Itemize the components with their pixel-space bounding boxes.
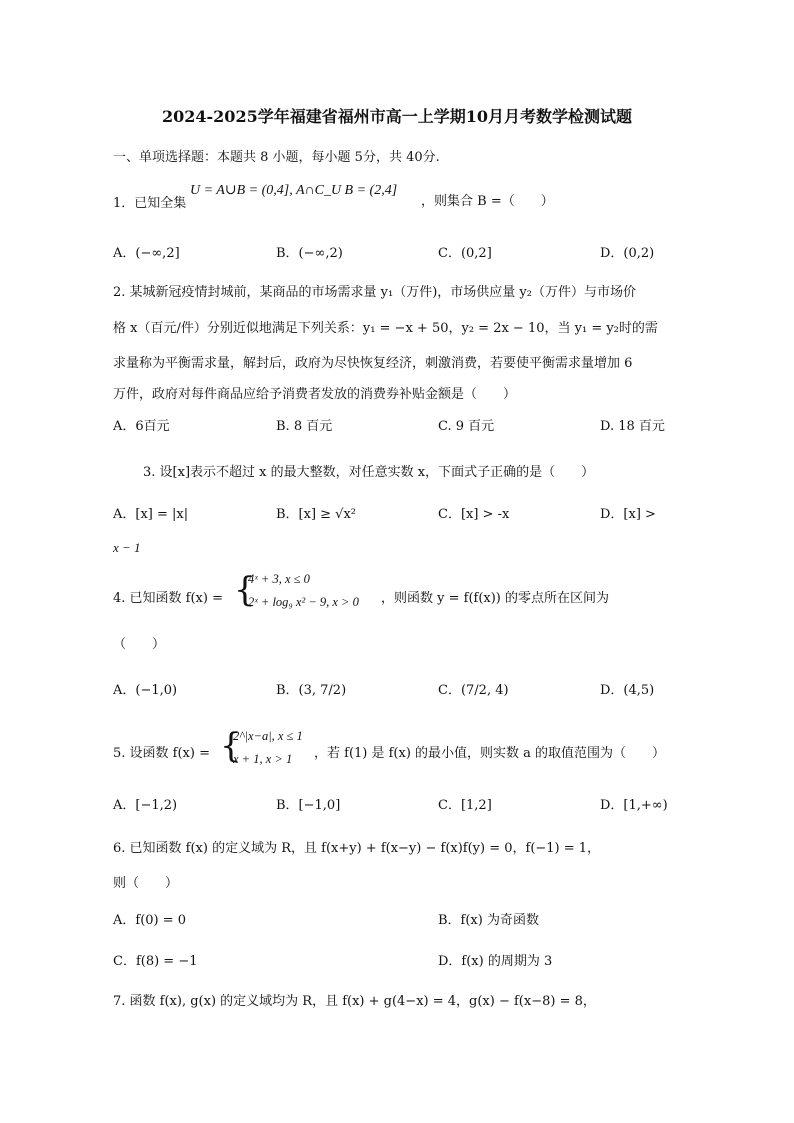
q5-lead: 5. 设函数 f(x) = [113,746,210,761]
q2-line-1: 2. 某城新冠疫情封城前，某商品的市场需求量 y₁（万件)，市场供应量 y₂（万件）与市场价 [113,285,636,300]
q5-case-1: 2^|x−a|, x ≤ 1 [233,729,303,743]
q4-case-2: 2ˣ + log₉ x² − 9, x > 0 [248,595,359,609]
q7-line-1: 7. 函数 f(x), g(x) 的定义域均为 R，且 f(x) + g(4−x) = 4，g(x) − f(x−8) = 8， [113,994,596,1009]
q1-option-a: A．(−∞,2] [113,246,180,261]
q6-line-2: 则（ ） [113,876,179,891]
q1-tail: ，则集合 B =（ ） [421,194,554,209]
q5-option-b: B．[−1,0] [276,798,341,813]
q4-paren: （ ） [113,637,166,652]
q6-option-c: C．f(8) = −1 [113,954,198,969]
q2-option-d: D. 18 百元 [600,419,665,434]
q1-option-b: B．(−∞,2) [276,246,343,261]
q3-option-b: B．[x] ≥ √x² [276,507,357,522]
q5-tail: ，若 f(1) 是 f(x) 的最小值，则实数 a 的取值范围为（ ） [314,746,666,761]
q6-option-b: B．f(x) 为奇函数 [438,913,539,928]
q1-number: 1．已知全集 [113,196,187,211]
q4-option-a: A．(−1,0) [113,683,178,698]
q2-line-3: 求量称为平衡需求量，解封后，政府为尽快恢复经济，刺激消费，若要使平衡需求量增加 6 [113,356,633,371]
q2-line-4: 万件，政府对每件商品应给予消费者发放的消费券补贴金额是（ ） [113,387,517,402]
q4-tail: ，则函数 y = f(f(x)) 的零点所在区间为 [381,591,610,606]
q5-case-2: x + 1, x > 1 [233,752,293,766]
q2-option-a: A．6百元 [113,419,170,434]
section-heading: 一、单项选择题：本题共 8 小题，每小题 5分，共 40分. [113,150,440,165]
q3-option-d-wrap: x − 1 [113,540,141,555]
q3-option-d: D．[x] > [600,507,656,522]
q4-lead: 4. 已知函数 f(x) = [113,591,223,606]
q3-stem: 3. 设[x]表示不超过 x 的最大整数，对任意实数 x，下面式子正确的是（ ） [143,465,595,480]
q5-option-c: C．[1,2] [438,798,492,813]
q2-option-b: B. 8 百元 [276,419,333,434]
q5-option-d: D．[1,+∞) [600,798,668,813]
q4-option-b: B．(3, 7/2) [276,683,347,698]
q2-option-c: C. 9 百元 [438,419,495,434]
q4-option-c: C．(7/2, 4) [438,683,509,698]
q5-option-a: A．[−1,2) [113,798,178,813]
q3-option-c: C．[x] > -x [438,507,510,522]
q6-option-d: D．f(x) 的周期为 3 [438,954,553,969]
page-title: 2024-2025学年福建省福州市高一上学期10月月考数学检测试题 [162,107,632,126]
q1-option-d: D．(0,2) [600,246,655,261]
q6-line-1: 6. 已知函数 f(x) 的定义域为 R，且 f(x+y) + f(x−y) − f(x)f(y) = 0，f(−1) = 1， [113,841,601,856]
q4-option-d: D．(4,5) [600,683,655,698]
q4-case-1: 4ˣ + 3, x ≤ 0 [248,572,310,586]
q2-line-2: 格 x（百元/件）分别近似地满足下列关系：y₁ = −x + 50，y₂ = 2x − 10，当 y₁ = y₂时的需 [113,321,658,336]
q1-option-c: C．(0,2] [438,246,492,261]
q5-brace: { [220,726,242,766]
q6-option-a: A．f(0) = 0 [113,913,187,928]
q1-formula: U = A∪B = (0,4], A∩C_U B = (2,4] [190,183,398,198]
q3-option-a: A．[x] = |x| [113,507,189,522]
q4-brace: { [234,570,256,610]
